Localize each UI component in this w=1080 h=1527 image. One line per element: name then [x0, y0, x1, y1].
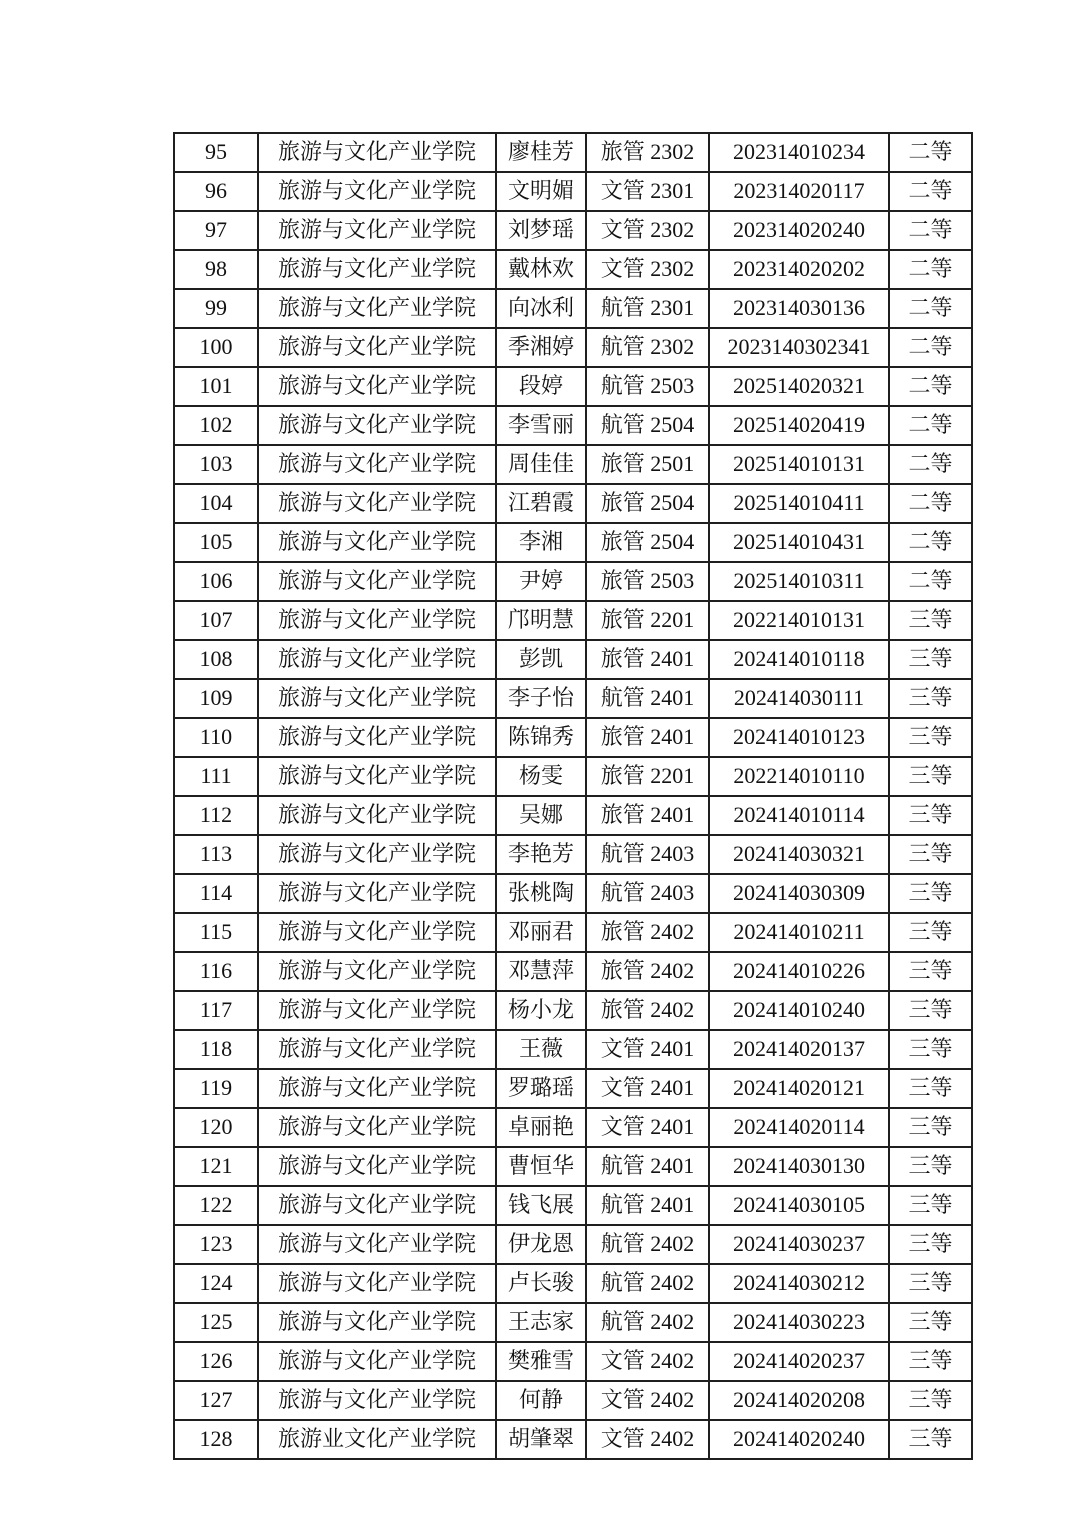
table-row	[174, 1186, 972, 1225]
cell-student-id: 202414010211	[709, 913, 889, 952]
cell-row-number: 97	[174, 211, 258, 250]
table-row	[174, 172, 972, 211]
cell-college: 旅游与文化产业学院	[258, 1030, 496, 1069]
cell-student-name: 杨雯	[496, 757, 586, 796]
cell-award-level: 三等	[889, 1069, 972, 1108]
cell-row-number: 103	[174, 445, 258, 484]
cell-row-number: 101	[174, 367, 258, 406]
cell-student-name: 江碧霞	[496, 484, 586, 523]
table-row	[174, 1381, 972, 1420]
cell-student-id: 202414030212	[709, 1264, 889, 1303]
cell-row-number: 99	[174, 289, 258, 328]
cell-student-id: 202414020208	[709, 1381, 889, 1420]
cell-student-id: 202314020202	[709, 250, 889, 289]
table-row	[174, 1030, 972, 1069]
cell-college: 旅游与文化产业学院	[258, 1186, 496, 1225]
cell-award-level: 二等	[889, 328, 972, 367]
cell-row-number: 95	[174, 133, 258, 172]
cell-class: 旅管 2503	[586, 562, 709, 601]
cell-student-id: 202414010226	[709, 952, 889, 991]
cell-student-id: 202414010123	[709, 718, 889, 757]
cell-award-level: 二等	[889, 172, 972, 211]
cell-student-name: 卢长骏	[496, 1264, 586, 1303]
cell-award-level: 二等	[889, 406, 972, 445]
cell-class: 航管 2302	[586, 328, 709, 367]
cell-student-id: 202414010240	[709, 991, 889, 1030]
table-row	[174, 1225, 972, 1264]
cell-row-number: 113	[174, 835, 258, 874]
cell-student-name: 向冰利	[496, 289, 586, 328]
cell-student-name: 陈锦秀	[496, 718, 586, 757]
cell-row-number: 116	[174, 952, 258, 991]
cell-student-id: 202214010110	[709, 757, 889, 796]
cell-award-level: 三等	[889, 1264, 972, 1303]
cell-class: 航管 2401	[586, 1147, 709, 1186]
cell-college: 旅游与文化产业学院	[258, 1264, 496, 1303]
cell-award-level: 三等	[889, 679, 972, 718]
cell-award-level: 二等	[889, 367, 972, 406]
table-row	[174, 211, 972, 250]
cell-student-name: 尹婷	[496, 562, 586, 601]
cell-college: 旅游与文化产业学院	[258, 250, 496, 289]
cell-class: 文管 2401	[586, 1030, 709, 1069]
cell-college: 旅游与文化产业学院	[258, 601, 496, 640]
cell-student-name: 戴林欢	[496, 250, 586, 289]
cell-student-id: 202314020240	[709, 211, 889, 250]
cell-row-number: 124	[174, 1264, 258, 1303]
cell-student-name: 曹恒华	[496, 1147, 586, 1186]
cell-college: 旅游与文化产业学院	[258, 718, 496, 757]
cell-student-name: 廖桂芳	[496, 133, 586, 172]
cell-college: 旅游与文化产业学院	[258, 1147, 496, 1186]
cell-award-level: 三等	[889, 1186, 972, 1225]
cell-row-number: 108	[174, 640, 258, 679]
cell-student-id: 202414020121	[709, 1069, 889, 1108]
cell-student-name: 罗璐瑶	[496, 1069, 586, 1108]
cell-student-id: 202414030309	[709, 874, 889, 913]
table-row	[174, 835, 972, 874]
cell-student-id: 202414010118	[709, 640, 889, 679]
cell-award-level: 三等	[889, 913, 972, 952]
cell-class: 文管 2402	[586, 1420, 709, 1459]
cell-student-name: 张桃陶	[496, 874, 586, 913]
cell-class: 航管 2401	[586, 1186, 709, 1225]
cell-award-level: 三等	[889, 718, 972, 757]
cell-student-name: 樊雅雪	[496, 1342, 586, 1381]
cell-row-number: 105	[174, 523, 258, 562]
cell-student-name: 何静	[496, 1381, 586, 1420]
cell-row-number: 106	[174, 562, 258, 601]
cell-college: 旅游业文化产业学院	[258, 1420, 496, 1459]
cell-class: 文管 2402	[586, 1342, 709, 1381]
cell-row-number: 117	[174, 991, 258, 1030]
cell-student-id: 202514010131	[709, 445, 889, 484]
cell-award-level: 三等	[889, 1342, 972, 1381]
cell-class: 旅管 2402	[586, 991, 709, 1030]
cell-college: 旅游与文化产业学院	[258, 874, 496, 913]
cell-college: 旅游与文化产业学院	[258, 1108, 496, 1147]
cell-row-number: 120	[174, 1108, 258, 1147]
cell-award-level: 二等	[889, 445, 972, 484]
cell-student-id: 202314030136	[709, 289, 889, 328]
cell-award-level: 二等	[889, 133, 972, 172]
cell-class: 旅管 2401	[586, 796, 709, 835]
cell-student-name: 刘梦瑶	[496, 211, 586, 250]
cell-award-level: 三等	[889, 1225, 972, 1264]
cell-row-number: 127	[174, 1381, 258, 1420]
cell-class: 旅管 2401	[586, 640, 709, 679]
cell-class: 旅管 2201	[586, 601, 709, 640]
cell-class: 文管 2302	[586, 250, 709, 289]
table-row	[174, 991, 972, 1030]
cell-student-id: 202314020117	[709, 172, 889, 211]
cell-student-name: 段婷	[496, 367, 586, 406]
cell-award-level: 三等	[889, 1420, 972, 1459]
cell-college: 旅游与文化产业学院	[258, 1069, 496, 1108]
cell-student-id: 202314010234	[709, 133, 889, 172]
table-row	[174, 1264, 972, 1303]
cell-row-number: 125	[174, 1303, 258, 1342]
cell-college: 旅游与文化产业学院	[258, 484, 496, 523]
cell-award-level: 三等	[889, 1108, 972, 1147]
table-row	[174, 445, 972, 484]
cell-class: 旅管 2201	[586, 757, 709, 796]
cell-class: 航管 2503	[586, 367, 709, 406]
cell-student-name: 彭凯	[496, 640, 586, 679]
cell-student-id: 202514010411	[709, 484, 889, 523]
cell-student-id: 202514010431	[709, 523, 889, 562]
table-row	[174, 133, 972, 172]
table-row	[174, 1420, 972, 1459]
cell-row-number: 96	[174, 172, 258, 211]
cell-award-level: 二等	[889, 211, 972, 250]
cell-college: 旅游与文化产业学院	[258, 367, 496, 406]
cell-college: 旅游与文化产业学院	[258, 328, 496, 367]
table-row	[174, 679, 972, 718]
cell-class: 旅管 2501	[586, 445, 709, 484]
cell-award-level: 三等	[889, 835, 972, 874]
cell-college: 旅游与文化产业学院	[258, 991, 496, 1030]
cell-award-level: 三等	[889, 640, 972, 679]
cell-college: 旅游与文化产业学院	[258, 1303, 496, 1342]
cell-class: 航管 2401	[586, 679, 709, 718]
cell-row-number: 122	[174, 1186, 258, 1225]
cell-student-name: 胡肇翠	[496, 1420, 586, 1459]
cell-row-number: 123	[174, 1225, 258, 1264]
table-row	[174, 406, 972, 445]
cell-student-id: 202414030237	[709, 1225, 889, 1264]
cell-class: 旅管 2504	[586, 523, 709, 562]
cell-class: 航管 2301	[586, 289, 709, 328]
cell-college: 旅游与文化产业学院	[258, 1225, 496, 1264]
cell-class: 旅管 2402	[586, 952, 709, 991]
cell-award-level: 三等	[889, 601, 972, 640]
table-row	[174, 796, 972, 835]
cell-class: 航管 2402	[586, 1264, 709, 1303]
cell-award-level: 三等	[889, 796, 972, 835]
table-row	[174, 1108, 972, 1147]
table-row	[174, 1147, 972, 1186]
cell-award-level: 三等	[889, 991, 972, 1030]
award-table-body	[174, 133, 972, 1459]
cell-class: 文管 2301	[586, 172, 709, 211]
cell-student-name: 卓丽艳	[496, 1108, 586, 1147]
table-row	[174, 874, 972, 913]
table-row	[174, 952, 972, 991]
cell-row-number: 118	[174, 1030, 258, 1069]
cell-student-name: 邓慧萍	[496, 952, 586, 991]
cell-award-level: 三等	[889, 1147, 972, 1186]
cell-student-name: 李湘	[496, 523, 586, 562]
cell-student-name: 文明媚	[496, 172, 586, 211]
cell-student-id: 202414020240	[709, 1420, 889, 1459]
cell-college: 旅游与文化产业学院	[258, 172, 496, 211]
table-row	[174, 601, 972, 640]
table-row	[174, 328, 972, 367]
cell-row-number: 128	[174, 1420, 258, 1459]
cell-college: 旅游与文化产业学院	[258, 913, 496, 952]
cell-student-id: 202414030223	[709, 1303, 889, 1342]
table-row	[174, 1303, 972, 1342]
cell-student-name: 李子怡	[496, 679, 586, 718]
cell-class: 航管 2402	[586, 1303, 709, 1342]
cell-student-id: 202414030130	[709, 1147, 889, 1186]
cell-student-id: 202214010131	[709, 601, 889, 640]
cell-row-number: 114	[174, 874, 258, 913]
cell-award-level: 三等	[889, 1303, 972, 1342]
cell-student-name: 吴娜	[496, 796, 586, 835]
cell-row-number: 115	[174, 913, 258, 952]
award-table	[173, 132, 973, 1460]
cell-college: 旅游与文化产业学院	[258, 523, 496, 562]
cell-row-number: 121	[174, 1147, 258, 1186]
cell-student-name: 季湘婷	[496, 328, 586, 367]
cell-class: 文管 2402	[586, 1381, 709, 1420]
cell-college: 旅游与文化产业学院	[258, 211, 496, 250]
cell-class: 旅管 2302	[586, 133, 709, 172]
cell-class: 旅管 2402	[586, 913, 709, 952]
cell-award-level: 二等	[889, 250, 972, 289]
cell-student-name: 王志家	[496, 1303, 586, 1342]
cell-college: 旅游与文化产业学院	[258, 796, 496, 835]
cell-student-name: 邝明慧	[496, 601, 586, 640]
table-row	[174, 523, 972, 562]
cell-student-name: 周佳佳	[496, 445, 586, 484]
cell-award-level: 三等	[889, 874, 972, 913]
cell-award-level: 三等	[889, 952, 972, 991]
cell-award-level: 三等	[889, 1381, 972, 1420]
table-row	[174, 757, 972, 796]
cell-college: 旅游与文化产业学院	[258, 1381, 496, 1420]
cell-award-level: 二等	[889, 562, 972, 601]
cell-class: 航管 2403	[586, 835, 709, 874]
cell-row-number: 112	[174, 796, 258, 835]
cell-student-name: 杨小龙	[496, 991, 586, 1030]
table-row	[174, 484, 972, 523]
cell-college: 旅游与文化产业学院	[258, 289, 496, 328]
cell-student-id: 202414030321	[709, 835, 889, 874]
cell-college: 旅游与文化产业学院	[258, 757, 496, 796]
cell-student-name: 王薇	[496, 1030, 586, 1069]
cell-award-level: 二等	[889, 523, 972, 562]
table-row	[174, 367, 972, 406]
cell-student-name: 钱飞展	[496, 1186, 586, 1225]
table-row	[174, 1342, 972, 1381]
table-row	[174, 562, 972, 601]
cell-student-name: 伊龙恩	[496, 1225, 586, 1264]
cell-student-id: 202414020114	[709, 1108, 889, 1147]
cell-student-id: 2023140302341	[709, 328, 889, 367]
cell-college: 旅游与文化产业学院	[258, 562, 496, 601]
cell-class: 航管 2504	[586, 406, 709, 445]
cell-class: 航管 2403	[586, 874, 709, 913]
cell-college: 旅游与文化产业学院	[258, 445, 496, 484]
table-row	[174, 250, 972, 289]
cell-student-name: 李雪丽	[496, 406, 586, 445]
table-row	[174, 289, 972, 328]
cell-student-id: 202414020237	[709, 1342, 889, 1381]
cell-row-number: 102	[174, 406, 258, 445]
table-row	[174, 913, 972, 952]
cell-class: 航管 2402	[586, 1225, 709, 1264]
cell-class: 旅管 2504	[586, 484, 709, 523]
cell-row-number: 111	[174, 757, 258, 796]
cell-student-id: 202414030111	[709, 679, 889, 718]
cell-college: 旅游与文化产业学院	[258, 406, 496, 445]
cell-award-level: 三等	[889, 757, 972, 796]
cell-class: 文管 2401	[586, 1108, 709, 1147]
cell-college: 旅游与文化产业学院	[258, 952, 496, 991]
cell-row-number: 98	[174, 250, 258, 289]
cell-award-level: 二等	[889, 289, 972, 328]
cell-student-id: 202414010114	[709, 796, 889, 835]
cell-class: 旅管 2401	[586, 718, 709, 757]
cell-student-id: 202514020321	[709, 367, 889, 406]
cell-college: 旅游与文化产业学院	[258, 133, 496, 172]
cell-student-id: 202514020419	[709, 406, 889, 445]
cell-student-name: 李艳芳	[496, 835, 586, 874]
cell-college: 旅游与文化产业学院	[258, 835, 496, 874]
cell-award-level: 二等	[889, 484, 972, 523]
cell-row-number: 104	[174, 484, 258, 523]
cell-class: 文管 2401	[586, 1069, 709, 1108]
cell-student-name: 邓丽君	[496, 913, 586, 952]
table-row	[174, 1069, 972, 1108]
cell-college: 旅游与文化产业学院	[258, 1342, 496, 1381]
cell-student-id: 202414030105	[709, 1186, 889, 1225]
cell-row-number: 107	[174, 601, 258, 640]
cell-award-level: 三等	[889, 1030, 972, 1069]
table-row	[174, 640, 972, 679]
cell-row-number: 126	[174, 1342, 258, 1381]
cell-college: 旅游与文化产业学院	[258, 679, 496, 718]
table-row	[174, 718, 972, 757]
cell-student-id: 202514010311	[709, 562, 889, 601]
cell-row-number: 119	[174, 1069, 258, 1108]
cell-row-number: 110	[174, 718, 258, 757]
cell-college: 旅游与文化产业学院	[258, 640, 496, 679]
cell-row-number: 109	[174, 679, 258, 718]
cell-row-number: 100	[174, 328, 258, 367]
cell-class: 文管 2302	[586, 211, 709, 250]
cell-student-id: 202414020137	[709, 1030, 889, 1069]
